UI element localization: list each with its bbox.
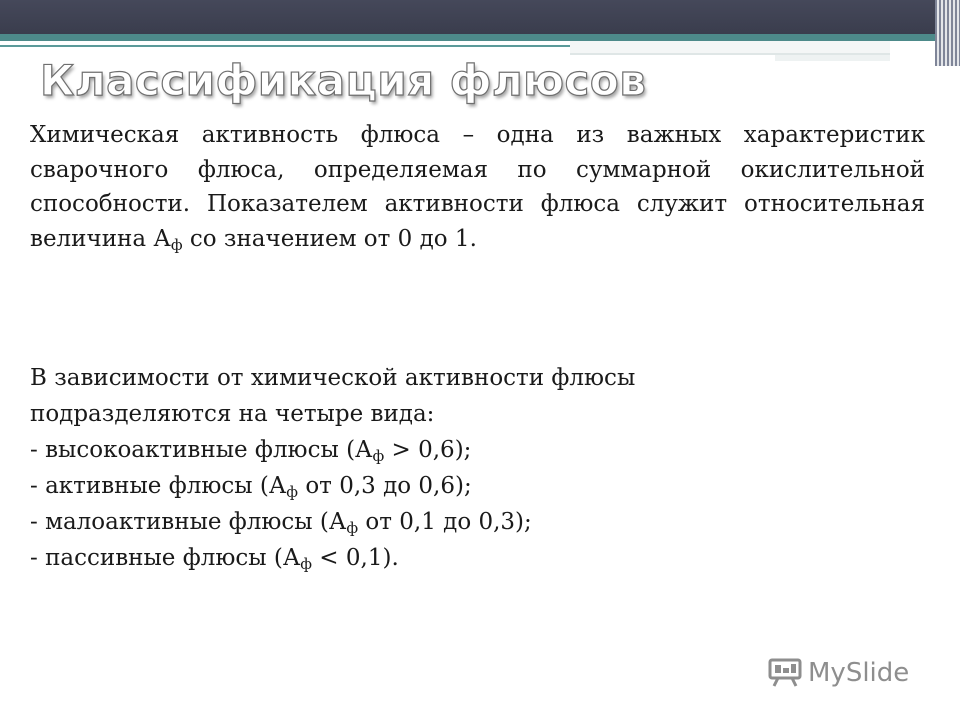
subscript-f: ф	[170, 235, 183, 254]
paragraph-activity-text: Химическая активность флюса – одна из важных характеристик сварочного флюса, определяемая по суммарной окислительной способности. Показателем активности флюса служит относительная величина А	[30, 122, 925, 252]
paragraph-classification	[30, 360, 925, 576]
list-item-active: - активные флюсы ($А_ф$ от 0,3 до 0,6);	[30, 473, 472, 501]
paragraph-activity	[30, 118, 925, 256]
myslide-watermark	[768, 656, 909, 690]
paragraph-activity-end: со значением от 0 до 1.	[182, 225, 477, 252]
decor-white-bar-small	[775, 55, 890, 61]
slide-title: Классификация флюсов	[40, 56, 647, 105]
presentation-board-icon	[768, 658, 802, 688]
teal-accent-line	[0, 34, 935, 41]
list-item-passive: - пассивные флюсы $(А_ф < 0,1)$.	[30, 545, 399, 573]
thin-accent-line	[0, 45, 570, 47]
watermark-text: MySlide	[808, 658, 910, 688]
decor-white-bar	[570, 41, 890, 55]
classification-intro-line-2: подразделяются на четыре вида:	[30, 401, 435, 427]
top-decor-bar	[0, 0, 935, 34]
list-item-high-active: - высокоактивные флюсы $(А_ф > 0,6)$;	[30, 437, 472, 465]
classification-intro-line-1: В зависимости от химической активности флюсы	[30, 365, 636, 391]
corner-stripes	[935, 0, 960, 66]
list-item-low-active: - малоактивные флюсы ($А_ф$ от 0,1 до 0,3);	[30, 509, 532, 537]
